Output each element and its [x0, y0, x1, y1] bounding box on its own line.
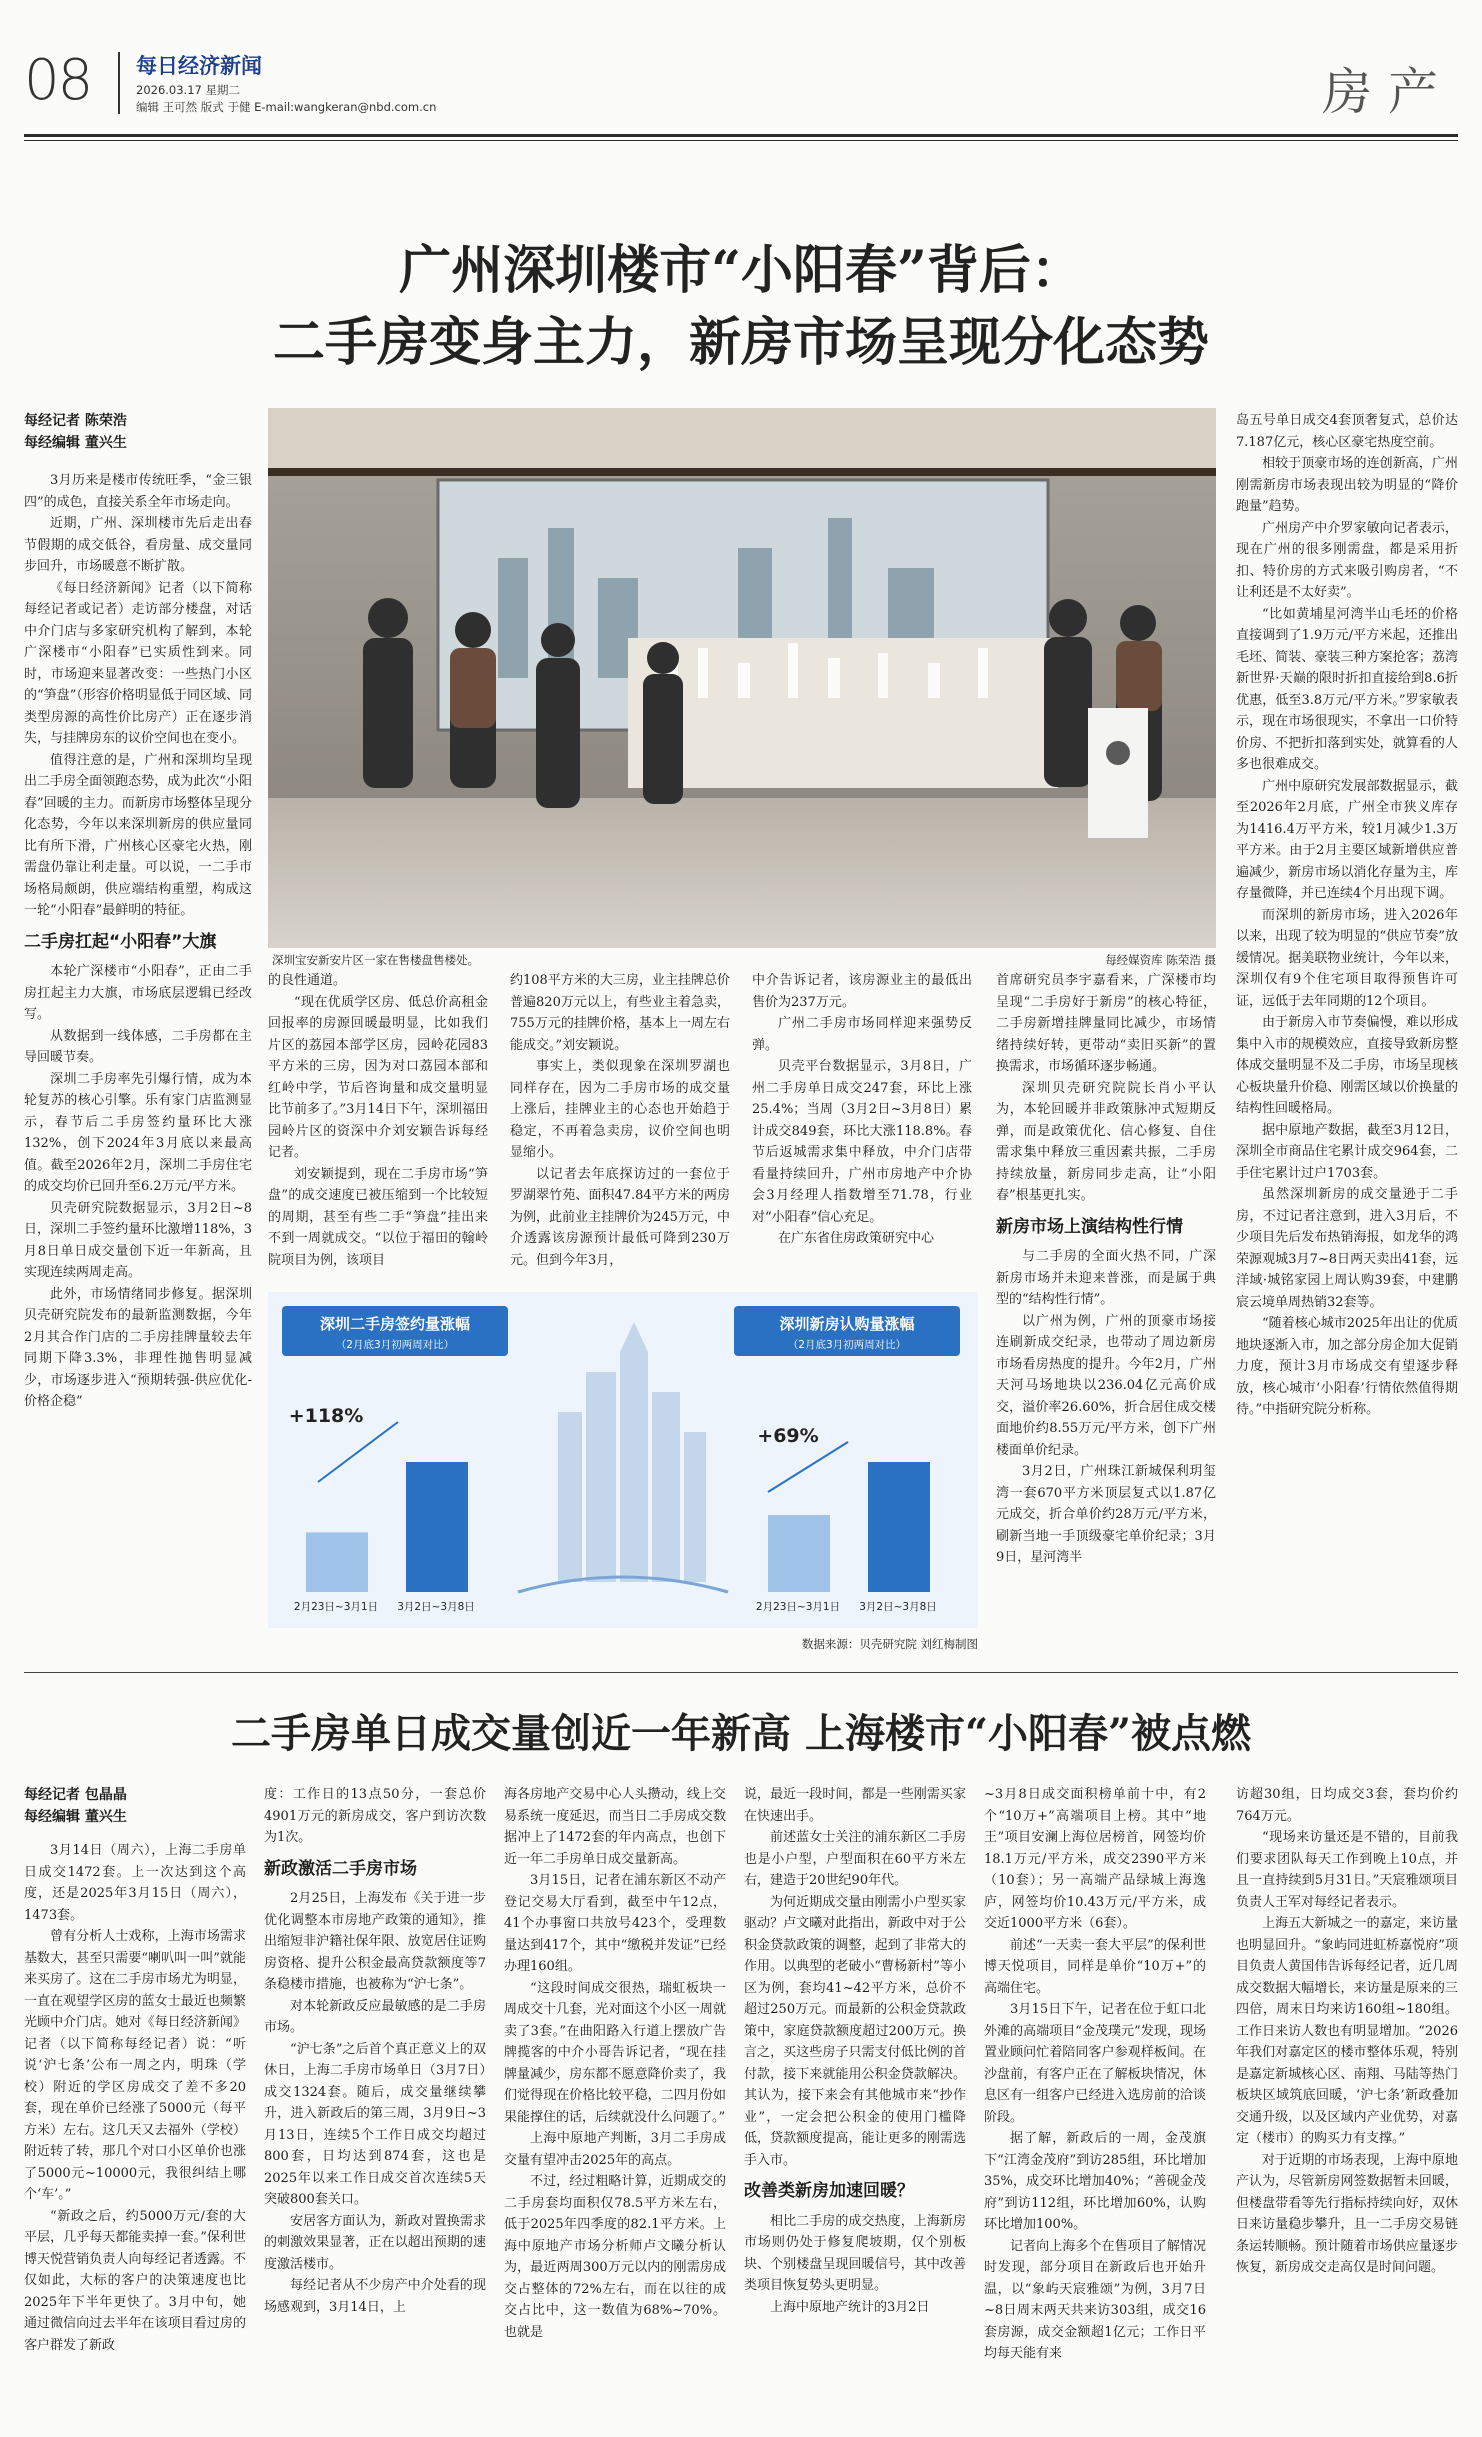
- paragraph: 在广东省住房政策研究中心: [778, 1231, 935, 1246]
- article1-title-line1: 广州深圳楼市“小阳春”背后：: [399, 240, 1083, 301]
- article1-byline: [24, 410, 127, 454]
- photo-caption: 深圳宝安新安片区一家在售楼盘售楼处。: [272, 953, 479, 967]
- chart-left-subtitle: （2月底3月初两周对比）: [335, 1339, 455, 1351]
- paragraph: 前述蓝女士关注的浦东新区二手房也是小户型，户型面积在60平方米左右，建造于20世纪90年代。: [744, 1830, 966, 1888]
- paragraph: 事实上，类似现象在深圳罗湖也同样存在，因为二手房市场的成交量上涨后，挂牌业主的心态也开始趋于稳定，不再着急卖房，议价空间也明显缩小。: [510, 1059, 730, 1160]
- infographic-source: 数据来源：贝壳研究院 刘红梅制图: [801, 1637, 978, 1651]
- paragraph: 由于新房入市节奏偏慢，难以形成集中入市的规模效应，直接导致新房整体成交量明显不及二手房，市场呈现核心板块量升价稳、刚需区域以价换量的结构性回暖格局。: [1236, 1015, 1458, 1116]
- paragraph: 上海中原地产判断，3月二手房成交量有望冲击2025年的高点。: [504, 2131, 726, 2168]
- paragraph: ~3月8日成交面积榜单前十中，有2个“10万+”高端项目上榜。其中“地王”项目安澜上海位居榜首，网签均价18.1万元/平方米，成交2390平方米（10套）；另一高端产品绿城上海逸庐，网签均价10.43万元/平方米，成交近1000平方米（6套）。: [984, 1787, 1206, 1931]
- chart-right-title: 深圳新房认购量涨幅: [779, 1315, 915, 1333]
- paragraph: 与二手房的全面火热不同，广深新房市场并未迎来普涨，而是属于典型的“结构性行情”。: [996, 1249, 1216, 1307]
- paragraph: 对于近期的市场表现，上海中原地产认为，尽管新房网签数据暂未回暖，但楼盘带看等先行指标持续向好，双休日来访量稳步攀升，且一二手房交易链条运转顺畅。预计随着市场供应量逐步恢复，新房成交走高仅是时间问题。: [1236, 2152, 1458, 2275]
- photo-credit: 每经媒资库 陈荣浩 摄: [1105, 953, 1216, 967]
- skyline-illustration: [558, 1322, 706, 1582]
- chart-right-change-label: +69%: [757, 1425, 819, 1447]
- paragraph: 广州中原研究发展部数据显示，截至2026年2月底，广州全市狭义库存为1416.4万平方米，较1月减少1.3万平方米。由于2月主要区域新增供应普遍减少，新房市场以消化存量为主，库存量微降，并已连续4个月出现下调。: [1236, 778, 1458, 901]
- paragraph: 3月14日（周六），上海二手房单日成交1472套。上一次达到这个高度，还是2025年3月15日（周六），1473套。: [24, 1843, 246, 1923]
- paragraph: 以广州为例，广州的顶豪市场接连刷新成交纪录，也带动了周边新房市场看房热度的提升。今年2月，广州天河马场地块以236.04亿元高价成交，溢价率26.60%，折合居住成交楼面地价约8.55万元/平方米，创下广州楼面单价纪录。: [996, 1313, 1216, 1458]
- paragraph: 不过，经过粗略计算，近期成交的二手房套均面积仅78.5平方米左右，低于2025年四季度的82.1平方米。上海中原地产市场分析师卢文曦分析认为，最近两周300万元以内的刚需房成交占整体的72%左右，而在以往的成交占比中，这一数值为68%~70%。也就是: [504, 2174, 726, 2340]
- paragraph: 据中原地产数据，截至3月12日，深圳全市商品住宅累计成交964套，二手住宅累计过户1703套。: [1236, 1122, 1458, 1181]
- paragraph: 安居客方面认为，新政对置换需求的刺激效果显著，正在以超出预期的速度激活楼市。: [264, 2213, 486, 2272]
- paragraph: 虽然深圳新房的成交量逊于二手房，不过记者注意到，进入3月后，不少项目先后发布热销海报，如龙华的鸿荣源观城3月7~8日两天卖出41套，远洋域·城铭家园上周认购39套，中建鹏宸云境单周热销32套等。: [1236, 1187, 1458, 1310]
- chart-right-bar-0: [768, 1515, 830, 1592]
- paragraph: 首席研究员李宇嘉看来，广深楼市均呈现“二手房好于新房”的核心特征，二手房新增挂牌量同比减少，市场情绪持续好转，更带动“卖旧买新”的置换需求，市场循环逐步畅通。: [996, 973, 1216, 1074]
- paragraph: 前述“一天卖一套大平层”的保利世博天悦项目，同样是单价“10万+”的高端住宅。: [984, 1937, 1206, 1996]
- header-rule: [24, 134, 1458, 137]
- chart-right-trend-arrow: [768, 1442, 848, 1492]
- paragraph: 相较于顶豪市场的连创新高，广州刚需新房市场表现出较为明显的“降价跑量”趋势。: [1236, 456, 1458, 514]
- paragraph: 每经记者从不少房产中介处看的现场感观到，3月14日，上: [264, 2278, 486, 2315]
- paragraph: 约108平方米的大三房，业主挂牌总价普遍820万元以上，有些业主着急卖，755万元的挂牌价格，基本上一周左右能成交。”刘安颖说。: [510, 973, 730, 1053]
- paragraph: 本轮广深楼市“小阳春”，正由二手房扛起主力大旗，市场底层逻辑已经改写。: [24, 964, 252, 1022]
- paragraph: 海各房地产交易中心人头攒动，线上交易系统一度延迟，而当日二手房成交数据冲上了1472套的年内高点，也创下近一年二手房单日成交量新高。: [504, 1787, 726, 1867]
- chart-right-bar-1: [868, 1462, 930, 1592]
- editor-line: 每经编辑 董兴生: [24, 435, 127, 451]
- paragraph: 而深圳的新房市场，进入2026年以来，出现了较为明显的“供应节奏”放缓情况。据美联物业统计，今年以来，深圳仅有9个住宅项目取得预售许可证，远低于去年同期的12个项目。: [1236, 907, 1458, 1009]
- article1-col4: [752, 970, 972, 1285]
- section-title: 房产: [1322, 63, 1454, 121]
- chart-right-bars: [768, 1462, 930, 1592]
- infographic: [268, 1292, 978, 1628]
- subheading: 新房市场上演结构性行情: [996, 1216, 1183, 1237]
- editor-line: 编辑 王可然 版式 于健 E-mail:wangkeran@nbd.com.cn: [136, 100, 437, 114]
- editor-line: 每经编辑 董兴生: [24, 1809, 127, 1825]
- paragraph: 此外，市场情绪同步修复。据深圳贝壳研究院发布的最新监测数据，今年2月其合作门店的二手房挂牌量较去年同期下降3.3%，非理性抛售明显减少，市场逐步进入“预期转强-供应优化-价格企稳”: [24, 1286, 252, 1409]
- article2-col3: [504, 1784, 726, 2430]
- paragraph: 上海中原地产统计的3月2日: [770, 2299, 930, 2315]
- paragraph: 近期，广州、深圳楼市先后走出春节假期的成交低谷，看房量、成交量同步回升，市场暖意不断扩散。: [24, 516, 252, 574]
- article1-col1: [24, 470, 252, 1670]
- paragraph: 曾有分析人士戏称，上海市场需求基数大，甚至只需要“喇叭叫一叫”就能来买房了。这在二手房市场尤为明显，一直在观望学区房的蓝女士最近也频繁光顾中介门店。她对《每日经济新闻》记者（以下简称每经记者）说：“听说‘沪七条’公布一周之内，明珠（学校）附近的学区房成交了差不多20套，现在单价已经涨了5000元（每平方米）左右。这几天又去福外（学校）附近转了转，那几个对口小区单价也涨了5000元~10000元，我很纠结上哪个‘车’。”: [24, 1929, 246, 2202]
- article2-title: 二手房单日成交量创近一年新高 上海楼市“小阳春”被点燃: [231, 1710, 1251, 1757]
- article1-col3: [510, 970, 730, 1285]
- chart-left-bar-1: [406, 1462, 468, 1592]
- paragraph: 说，最近一段时间，都是一些刚需买家在快速出手。: [744, 1787, 966, 1824]
- paragraph: 值得注意的是，广州和深圳均呈现出二手房全面领跑态势，成为此次“小阳春”回暖的主力。而新房市场整体呈现分化态势，今年以来深圳新房的供应量同比有所下滑，广州核心区豪宅火热，刚需盘仍靠让利走量。可以说，一二手市场格局颇朗，供应端结构重塑，构成这一轮“小阳春”最鲜明的特征。: [24, 752, 252, 918]
- photo-illustration: [268, 408, 1216, 948]
- paragraph: 贝壳研究院数据显示，3月2日~8日，深圳二手签约量环比激增118%，3月8日单日成交量创下近一年新高，且实现连续两周走高。: [24, 1200, 252, 1280]
- article1-col5: [996, 970, 1216, 1660]
- chart-right-category-1: 3月2日~3月8日: [859, 1601, 937, 1613]
- paragraph: 上海五大新城之一的嘉定，来访量也明显回升。“象屿同进虹桥嘉悦府”项目负责人黄国伟告诉每经记者，近几周成交数据大幅增长，来访量是原来的三四倍，周末日均来访160组~180组。工作日来访人数也有明显增加。“2026年我们对嘉定区的楼市整体乐观，特别是嘉定新城核心区、南翔、马陆等热门板块区域筑底回暖，‘沪七条’新政叠加交通升级，以及区域内产业优势，对嘉定（楼市）的购买力有支撑。”: [1236, 1916, 1458, 2146]
- article2-col6: [1236, 1784, 1458, 2430]
- newspaper-name: 每日经济新闻: [136, 54, 262, 78]
- chart-left: [282, 1306, 508, 1613]
- article2-byline: [24, 1784, 127, 1828]
- paragraph: 对本轮新政反应最敏感的是二手房市场。: [264, 1998, 486, 2035]
- chart-left-bar-0: [306, 1532, 368, 1592]
- chart-right-subtitle: （2月底3月初两周对比）: [787, 1339, 907, 1351]
- paragraph: “随着核心城市2025年出让的优质地块逐渐入市，加之部分房企加大促销力度，预计3月市场成交有望逐步释放，核心城市‘小阳春’行情依然值得期待。”中指研究院分析称。: [1236, 1316, 1458, 1417]
- paragraph: 广州房产中介罗家敏向记者表示，现在广州的很多刚需盘，都是采用折扣、特价房的方式来吸引购房者，“不让利还是不太好卖”。: [1236, 520, 1458, 600]
- article2-col5: [984, 1784, 1206, 2430]
- paragraph: 据了解，新政后的一周，金茂旗下“江湾金茂府”到访285组，环比增加35%，成交环比增加40%；“善砚金茂府”到访112组，环比增加60%，认购环比增加100%。: [984, 2131, 1206, 2232]
- paragraph: 岛五号单日成交4套顶奢复式，总价达7.187亿元，核心区豪宅热度空前。: [1236, 413, 1458, 450]
- chart-left-bars: [306, 1462, 468, 1592]
- article1-title-line2: 二手房变身主力，新房市场呈现分化态势: [272, 312, 1209, 373]
- paragraph: 度：工作日的13点50分，一套总价4901万元的新房成交，客户到访次数为1次。: [264, 1787, 486, 1845]
- chart-left-category-0: 2月23日~3月1日: [293, 1601, 379, 1613]
- paragraph: “现在优质学区房、低总价高租金回报率的房源回暖最明显，比如我们片区的荔园本部学区房，园岭花园83平方米的三房，因为对口荔园本部和红岭中学，节后咨询量和成交量明显比节前多了。”3月14日下午，深圳福田园岭片区的资深中介刘安颖告诉每经记者。: [268, 994, 488, 1160]
- paragraph: 中介告诉记者，该房源业主的最低出售价为237万元。: [752, 973, 972, 1010]
- chart-right: [734, 1306, 960, 1613]
- article2-col4: [744, 1784, 966, 2430]
- paragraph: 广州二手房市场同样迎来强势反弹。: [752, 1016, 972, 1053]
- paragraph: 《每日经济新闻》记者（以下简称每经记者或记者）走访部分楼盘，对话中介门店与多家研究机构了解到，本轮广深楼市“小阳春”已实质性到来。同时，市场迎来显著改变：一些热门小区的“笋盘”（形容价格明显低于同区域、同类型房源的高性价比房产）正在逐步消失，与挂牌房东的议价空间也在变小。: [24, 580, 252, 746]
- paragraph: 为何近期成交量由刚需小户型买家驱动？卢文曦对此指出，新政中对于公积金贷款政策的调整，起到了非常大的作用。以典型的老破小“曹杨新村”等小区为例，套均41~42平方米，总价不超过250万元。而最新的公积金贷款政策中，家庭贷款额度超过200万元。换言之，买这些房子只需支付低比例的首付款，接下来就能用公积金贷款解决。其认为，接下来会有其他城市来“抄作业”，一定会把公积金的使用门槛降低，贷款额度提高，能让更多的刚需选手入市。: [744, 1894, 966, 2168]
- chart-left-title: 深圳二手房签约量涨幅: [319, 1315, 471, 1333]
- article2-col2: [264, 1784, 486, 2430]
- reporter-line: 每经记者 陈荣浩: [24, 413, 127, 429]
- chart-left-change-label: +118%: [288, 1405, 364, 1427]
- paragraph: 记者向上海多个在售项目了解情况时发现，部分项目在新政后也开始升温，以“象屿天宸雅颂”为例，3月7日~8日周末两天共来访303组，成交16套房源，成交金额超1亿元；工作日平均每天能有来: [984, 2238, 1206, 2361]
- paragraph: 3月15日，记者在浦东新区不动产登记交易大厅看到，截至中午12点，41个办事窗口共放号423个，受理数量达到417个，其中“缴税并发证”已经办理160组。: [504, 1873, 726, 1974]
- paragraph: 从数据到一线体感，二手房都在主导回暖节奏。: [24, 1028, 252, 1065]
- article1-col6: [1236, 410, 1458, 1660]
- header-divider: [118, 52, 120, 114]
- paragraph: “沪七条”之后首个真正意义上的双休日，上海二手房市场单日（3月7日）成交1324套。随后，成交量继续攀升，进入新政后的第三周，3月9日~3月13日，连续5个工作日成交均超过800套，日均达到874套，这也是2025年以来工作日成交首次连续5天突破800套关口。: [264, 2041, 486, 2207]
- subheading: 新政激活二手房市场: [264, 1858, 417, 1879]
- paragraph: “新政之后，约5000万元/套的大平层，几乎每天都能卖掉一套。”保利世博天悦营销负责人向每经记者透露。不仅如此，大标的客户的决策速度也比2025年下半年更快了。3月中旬，她通过微信向过去半年在该项目看过房的客户群发了新政: [24, 2208, 246, 2353]
- paragraph: 的良性通道。: [268, 973, 347, 988]
- paragraph: 2月25日，上海发布《关于进一步优化调整本市房地产政策的通知》，推出缩短非沪籍社保年限、放宽居住证购房资格、提升公积金最高贷款额度等7条稳楼市措施，也被称为“沪七条”。: [264, 1891, 486, 1992]
- infographic-svg: [268, 1292, 978, 1628]
- chart-left-trend-arrow: [318, 1422, 398, 1482]
- paragraph: 3月2日，广州珠江新城保利玥玺湾一套670平方米顶层复式以1.87亿元成交，折合单价约28万元/平方米，刷新当地一手顶级豪宅单价纪录；3月9日，星河湾半: [996, 1464, 1216, 1565]
- date-line: 2026.03.17 星期二: [136, 83, 240, 97]
- subheading: 二手房扛起“小阳春”大旗: [24, 931, 217, 952]
- paragraph: “比如黄埔星河湾半山毛坯的价格直接调到了1.9万元/平方米起，还推出毛坯、简装、豪装三种方案抢客；荔湾新世界·天巅的限时折扣直接给到8.6折优惠，低至3.8万元/平方米。”罗家敏表示，现在市场很现实，不拿出一口价特价房、不把折扣落到实处，就算看的人多也很难成交。: [1236, 606, 1458, 772]
- article2-col1: [24, 1840, 246, 2430]
- page-number: 08: [24, 48, 92, 113]
- paragraph: 以记者去年底探访过的一套位于罗湖翠竹苑、面积47.84平方米的两房为例，此前业主挂牌价为245万元，中介透露该房源预计最低可降到230万元。但到今年3月，: [510, 1166, 730, 1268]
- paragraph: 3月15日下午，记者在位于虹口北外滩的高端项目“金茂璞元”发现，现场置业顾问忙着陪同客户参观样板间。在沙盘前，有客户正在了解板块情况，休息区有一组客户已经进入选房前的洽谈阶段。: [984, 2002, 1206, 2125]
- paragraph: 深圳贝壳研究院院长肖小平认为，本轮回暖并非政策脉冲式短期反弹，而是政策优化、信心修复、自住需求集中释放三重因素共振，二手房持续放量，新房同步走高，让“小阳春”根基更扎实。: [996, 1080, 1216, 1203]
- sales-office-photo: [268, 408, 1216, 948]
- paragraph: 3月历来是楼市传统旺季，“金三银四”的成色，直接关系全年市场走向。: [24, 473, 252, 510]
- header-meta: [136, 82, 436, 116]
- paragraph: 深圳二手房率先引爆行情，成为本轮复苏的核心引擎。乐有家门店监测显示，春节后二手房签约量环比大涨132%，创下2024年3月底以来最高值。截至2026年2月，深圳二手房住宅的成交均价已回升至6.2万元/平方米。: [24, 1071, 252, 1194]
- paragraph: 相比二手房的成交热度，上海新房市场则仍处于修复爬坡期，仅个别板块、个别楼盘呈现回暖信号，其中改善类项目恢复势头更明显。: [744, 2213, 966, 2293]
- paragraph: 贝壳平台数据显示，3月8日，广州二手房单日成交247套，环比上涨25.4%；当周（3月2日~3月8日）累计成交849套，环比大涨118.8%。春节后返城需求集中释放，中介门店带看量持续回升，广州市房地产中介协会3月经理人指数增至71.78，行业对“小阳春”信心充足。: [752, 1059, 972, 1225]
- subheading: 改善类新房加速回暖？: [744, 2181, 914, 2201]
- chart-right-category-0: 2月23日~3月1日: [755, 1601, 841, 1613]
- header-rule-thin: [24, 140, 1458, 141]
- paragraph: 刘安颖提到，现在二手房市场“笋盘”的成交速度已被压缩到一个比较短的周期，甚至有些二手“笋盘”挂出来不到一周就成交。“以位于福田的翰岭院项目为例，该项目: [268, 1166, 488, 1268]
- paragraph: 访超30组，日均成交3套，套均价约764万元。: [1236, 1787, 1458, 1824]
- paragraph: “这段时间成交很热，瑞虹板块一周成交十几套，光对面这个小区一周就卖了3套。”在曲阳路入行道上摆放广告牌揽客的中介小哥告诉记者，“现在挂牌量减少，房东都不愿意降价卖了，我们觉得现在价格比较平稳，二四月份如果能撑住的话，后续就没什么问题了。”: [504, 1980, 726, 2125]
- article-divider: [24, 1672, 1458, 1673]
- chart-left-category-1: 3月2日~3月8日: [397, 1601, 475, 1613]
- article1-col2: [268, 970, 488, 1285]
- reporter-line: 每经记者 包晶晶: [24, 1787, 127, 1803]
- paragraph: “现场来访量还是不错的，目前我们要求团队每天工作到晚上10点，并且一直持续到5月31日。”天宸雅颂项目负责人王军对每经记者表示。: [1236, 1830, 1458, 1910]
